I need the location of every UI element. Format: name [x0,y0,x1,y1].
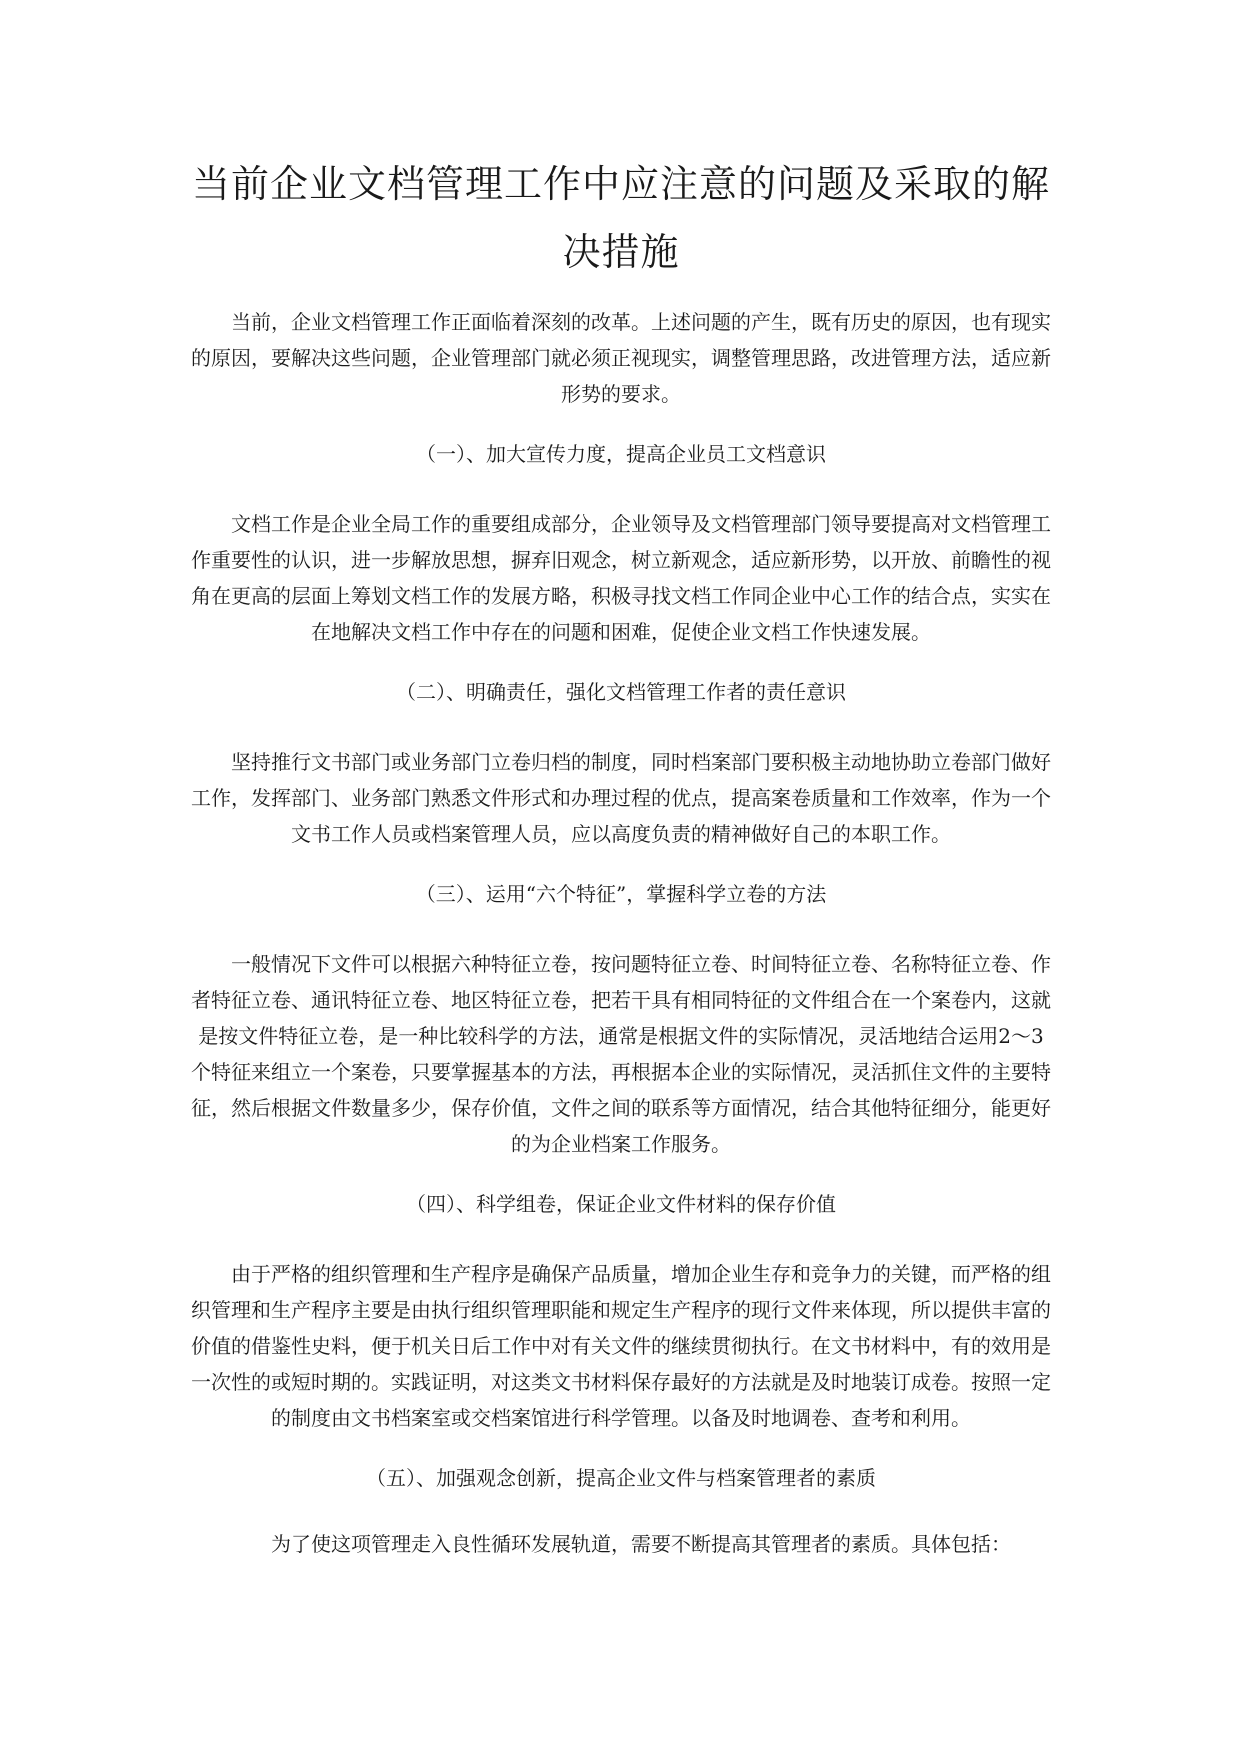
section-3-body: 一般情况下文件可以根据六种特征立卷，按问题特征立卷、时间特征立卷、名称特征立卷、作者特征立卷、通讯特征立卷、地区特征立卷，把若干具有相同特征的文件组合在一个案卷内，这就是按文件特征立卷，是一种比较科学的方法，通常是根据文件的实际情况，灵活地结合运用2～3个特征来组立一个案卷，只要掌握基本的方法，再根据本企业的实际情况，灵活抓住文件的主要特征，然后根据文件数量多少，保存价值，文件之间的联系等方面情况，结合其他特征细分，能更好的为企业档案工作服务。 [191,952,1051,1156]
spacer [190,412,1052,436]
spacer [190,650,1052,674]
spacer [190,1436,1052,1460]
spacer [190,1162,1052,1186]
spacer [190,710,1052,744]
spacer [190,1496,1052,1526]
spacer [190,912,1052,946]
spacer [190,852,1052,876]
document-page [190,150,1052,1562]
section-5-heading: （五）、加强观念创新，提高企业文件与档案管理者的素质 [366,1466,876,1490]
section-4-heading: （四）、科学组卷，保证企业文件材料的保存价值 [406,1192,836,1216]
section-4-body: 由于严格的组织管理和生产程序是确保产品质量，增加企业生存和竞争力的关键，而严格的组织管理和生产程序主要是由执行组织管理职能和规定生产程序的现行文件来体现，所以提供丰富的价值的借鉴性史料，便于机关日后工作中对有关文件的继续贯彻执行。在文书材料中，有的效用是一次性的或短时期的。实践证明，对这类文书材料保存最好的方法就是及时地装订成卷。按照一定的制度由文书档案室或交档案馆进行科学管理。以备及时地调卷、查考和利用。 [191,1262,1051,1430]
spacer [190,1222,1052,1256]
section-1-heading: （一）、加大宣传力度，提高企业员工文档意识 [416,442,826,466]
section-3-heading: （三）、运用“六个特征”，掌握科学立卷的方法 [415,882,827,906]
spacer [190,472,1052,506]
section-2-body: 坚持推行文书部门或业务部门立卷归档的制度，同时档案部门要积极主动地协助立卷部门做好工作，发挥部门、业务部门熟悉文件形式和办理过程的优点，提高案卷质量和工作效率，作为一个文书工作人员或档案管理人员，应以高度负责的精神做好自己的本职工作。 [191,750,1051,846]
section-1-body: 文档工作是企业全局工作的重要组成部分，企业领导及文档管理部门领导要提高对文档管理工作重要性的认识，进一步解放思想，摒弃旧观念，树立新观念，适应新形势，以开放、前瞻性的视角在更高的层面上筹划文档工作的发展方略，积极寻找文档工作同企业中心工作的结合点，实实在在地解决文档工作中存在的问题和困难，促使企业文档工作快速发展。 [191,512,1051,644]
section-2-heading: （二）、明确责任，强化文档管理工作者的责任意识 [396,680,846,704]
intro-paragraph: 当前，企业文档管理工作正面临着深刻的改革。上述问题的产生，既有历史的原因，也有现实的原因，要解决这些问题，企业管理部门就必须正视现实，调整管理思路，改进管理方法，适应新形势的要求。 [191,310,1051,406]
document-title: 当前企业文档管理工作中应注意的问题及采取的解决措施 [191,162,1050,274]
section-5-body: 为了使这项管理走入良性循环发展轨道，需要不断提高其管理者的素质。具体包括： [271,1532,1011,1556]
